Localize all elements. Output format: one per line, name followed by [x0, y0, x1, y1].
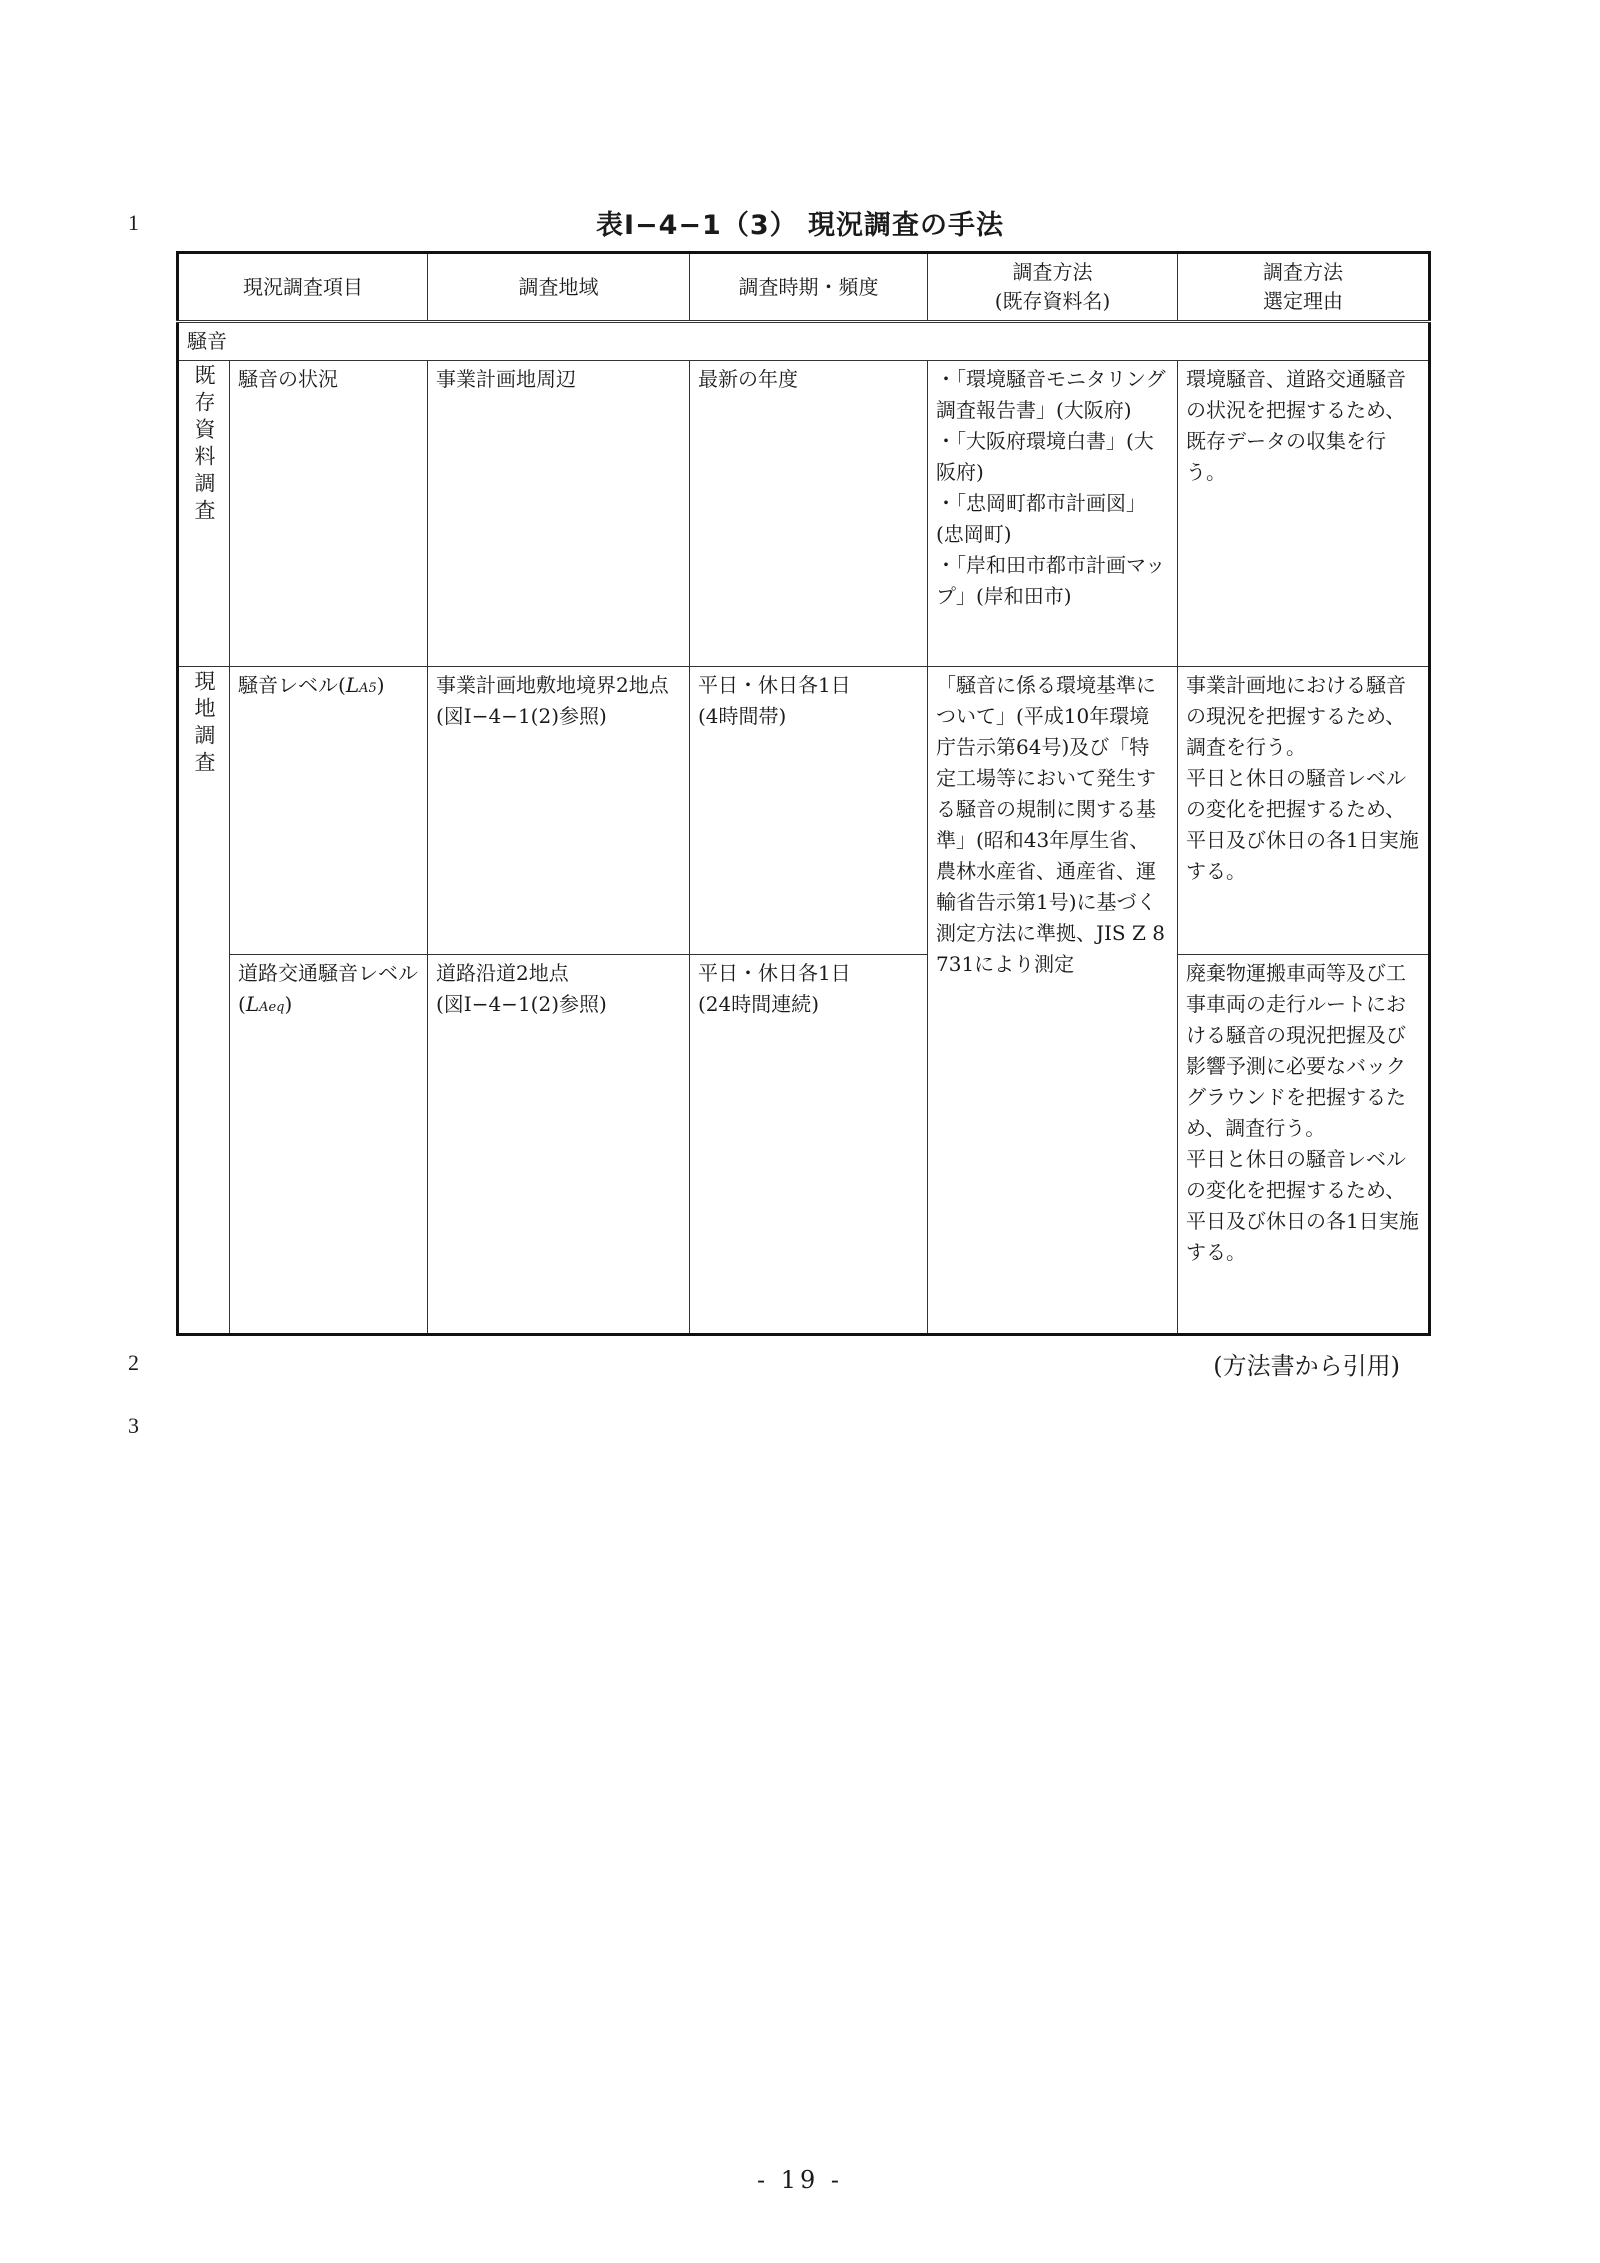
- item-tail: ): [284, 992, 293, 1016]
- line-number-2: 2: [128, 1350, 139, 1375]
- reason-cell: [1178, 955, 1430, 1335]
- item-paren-open: (: [238, 992, 246, 1016]
- table-row: [178, 955, 1430, 1335]
- category-row: [178, 322, 1430, 361]
- item-subscript: Aeq: [259, 1000, 285, 1015]
- table-row: [178, 667, 1430, 955]
- method-source-1: ・「環境騒音モニタリング調査報告書」(大阪府): [936, 367, 1166, 422]
- header-item: 現況調査項目: [178, 253, 428, 322]
- header-method-line2: (既存資料名): [994, 289, 1111, 313]
- reason-cell: 環境騒音、道路交通騒音の状況を把握するため、既存データの収集を行う。: [1178, 361, 1430, 667]
- item-subscript: A5: [359, 681, 377, 696]
- area-cell: [428, 955, 690, 1335]
- area-line-2: (図Ⅰ−4−1(2)参照): [436, 992, 607, 1016]
- method-cell-shared: 「騒音に係る環境基準について」(平成10年環境庁告示第64号)及び「特定工場等において発生する騒音の規制に関する基準」(昭和43年厚生省、農林水産省、通産省、運輸省告示第1号)に基づく測定方法に準拠、JIS Z 8731により測定: [928, 667, 1178, 1335]
- reason-line-1: 事業計画地における騒音の現況を把握するため、調査を行う。: [1186, 673, 1406, 759]
- source-note: (方法書から引用): [1213, 1352, 1400, 1380]
- method-source-3: ・「忠岡町都市計画図」(忠岡町): [936, 491, 1146, 546]
- reason-line-2: 平日と休日の騒音レベルの変化を把握するため、平日及び休日の各1日実施する。: [1186, 1147, 1419, 1264]
- category-label: 騒音: [178, 322, 1430, 361]
- reason-line-2: 平日と休日の騒音レベルの変化を把握するため、平日及び休日の各1日実施する。: [1186, 766, 1419, 883]
- header-reason: [1178, 253, 1430, 322]
- area-line-1: 道路沿道2地点: [436, 961, 569, 985]
- header-area: 調査地域: [428, 253, 690, 322]
- table-title: 表Ⅰ−4−1（3） 現況調査の手法: [595, 210, 1005, 241]
- period-cell: [690, 955, 928, 1335]
- item-tail: ): [376, 673, 385, 697]
- item-text: 道路交通騒音レベル: [238, 961, 418, 985]
- period-cell: 最新の年度: [690, 361, 928, 667]
- period-line-1: 平日・休日各1日: [698, 673, 851, 697]
- method-source-4: ・「岸和田市都市計画マップ」(岸和田市): [936, 553, 1166, 608]
- group-label-field-survey: [178, 667, 230, 1335]
- header-method-line1: 調査方法: [1012, 260, 1093, 284]
- method-cell: [928, 361, 1178, 667]
- reason-cell: [1178, 667, 1430, 955]
- header-method: [928, 253, 1178, 322]
- header-period: 調査時期・頻度: [690, 253, 928, 322]
- item-noise-status: 騒音の状況: [230, 361, 428, 667]
- line-number-1: 1: [128, 210, 139, 235]
- table-row: [178, 361, 1430, 667]
- area-line-2: (図Ⅰ−4−1(2)参照): [436, 704, 607, 728]
- group-label-text: 既存資料調査: [192, 364, 216, 526]
- group-label-text: 現地調査: [192, 670, 216, 778]
- reason-line-1: 廃棄物運搬車両等及び工事車両の走行ルートにおける騒音の現況把握及び影響予測に必要なバックグラウンドを把握するため、調査行う。: [1186, 961, 1406, 1140]
- area-cell: [428, 667, 690, 955]
- group-label-existing-data: [178, 361, 230, 667]
- item-symbol: L: [345, 673, 360, 697]
- survey-method-table: [176, 251, 1431, 1336]
- item-symbol: L: [245, 992, 260, 1016]
- item-noise-level: [230, 667, 428, 955]
- table-header-row: [178, 253, 1430, 322]
- period-cell: [690, 667, 928, 955]
- item-road-traffic-noise: [230, 955, 428, 1335]
- header-reason-line1: 調査方法: [1263, 260, 1343, 284]
- page-number: - 19 -: [756, 2166, 843, 2194]
- area-line-1: 事業計画地敷地境界2地点: [436, 673, 669, 697]
- period-line-2: (4時間帯): [698, 704, 787, 728]
- item-text: 騒音レベル(: [238, 673, 346, 697]
- period-line-2: (24時間連続): [698, 992, 820, 1016]
- header-reason-line2: 選定理由: [1263, 289, 1343, 313]
- period-line-1: 平日・休日各1日: [698, 961, 851, 985]
- method-source-2: ・「大阪府環境白書」(大阪府): [936, 429, 1154, 484]
- area-cell: 事業計画地周辺: [428, 361, 690, 667]
- line-number-3: 3: [128, 1413, 139, 1438]
